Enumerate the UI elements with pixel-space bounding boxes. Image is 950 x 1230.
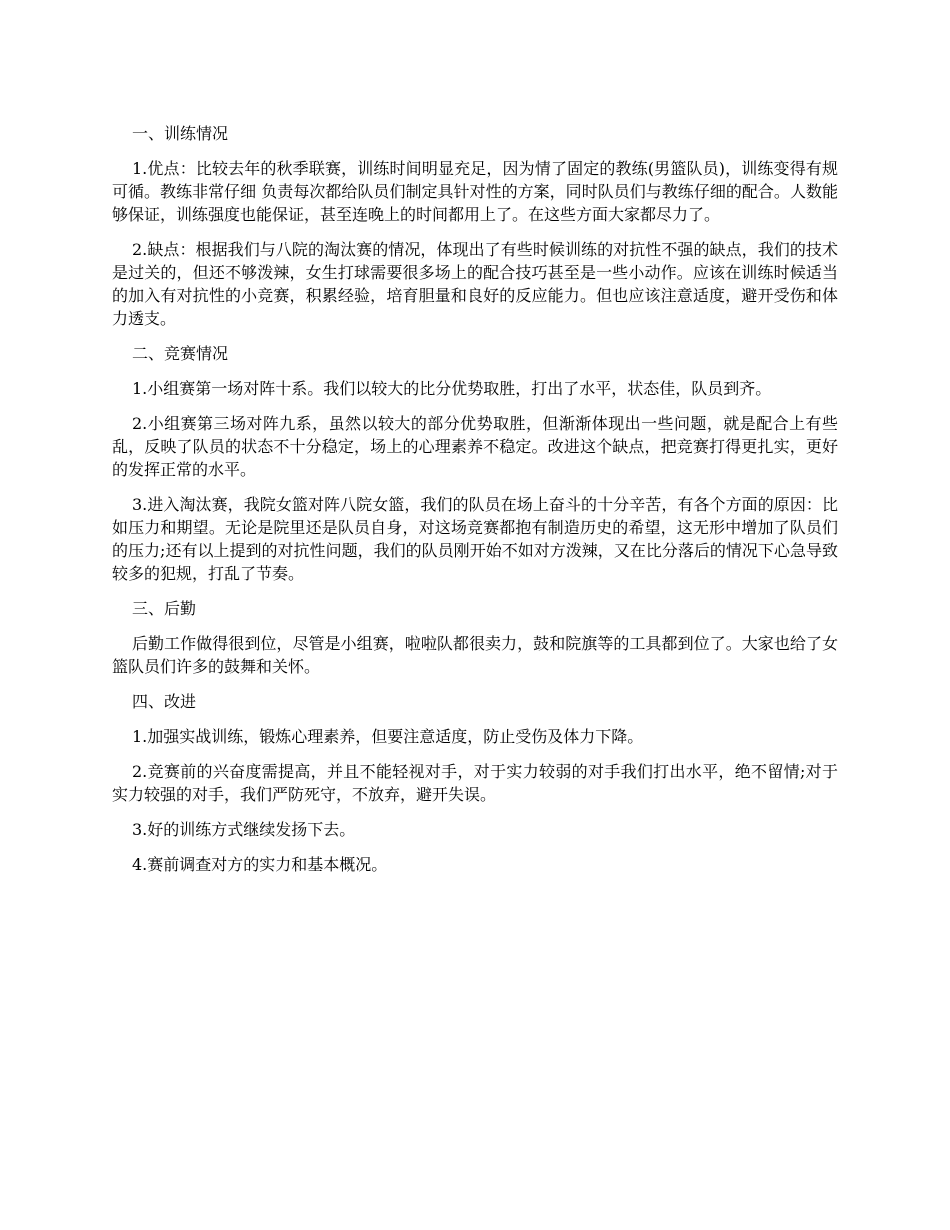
paragraph-knockout: 3.进入淘汰赛，我院女篮对阵八院女篮，我们的队员在场上奋斗的十分辛苦，有各个方面的原因：比如压力和期望。无论是院里还是队员自身，对这场竞赛都抱有制造历史的希望，这无形中增加了队员们的压力;还有以上提到的对抗性问题，我们的队员刚开始不如对方泼辣，又在比分落后的情况下心急导致较多的犯规，打乱了节奏。 [112, 495, 838, 583]
section-heading-competition: 二、竞赛情况 [132, 344, 229, 363]
section-heading-improvements: 四、改进 [132, 692, 197, 711]
document-body [112, 122, 838, 888]
paragraph-strengths: 1.优点：比较去年的秋季联赛，训练时间明显充足，因为情了固定的教练(男篮队员)，训练变得有规可循。教练非常仔细 负责每次都给队员们制定具针对性的方案，同时队员们与教练仔细的配合。人数能够保证，训练强度也能保证，甚至连晚上的时间都用上了。在这些方面大家都尽力了。 [112, 159, 838, 224]
paragraph-group-match-3: 2.小组赛第三场对阵九系，虽然以较大的部分优势取胜，但渐渐体现出一些问题，就是配合上有些乱，反映了队员的状态不十分稳定，场上的心理素养不稳定。改进这个缺点，把竞赛打得更扎实，更好的发挥正常的水平。 [112, 414, 838, 479]
paragraph-improvement-2: 2.竞赛前的兴奋度需提高，并且不能轻视对手，对于实力较弱的对手我们打出水平，绝不留情;对于实力较强的对手，我们严防死守，不放弃，避开失误。 [112, 762, 838, 804]
paragraph-improvement-3: 3.好的训练方式继续发扬下去。 [132, 820, 356, 839]
paragraph-improvement-4: 4.赛前调查对方的实力和基本概况。 [132, 855, 388, 874]
paragraph-logistics: 后勤工作做得很到位，尽管是小组赛，啦啦队都很卖力，鼓和院旗等的工具都到位了。大家也给了女篮队员们许多的鼓舞和关怀。 [112, 634, 838, 676]
paragraph-weaknesses: 2.缺点：根据我们与八院的淘汰赛的情况，体现出了有些时候训练的对抗性不强的缺点，我们的技术是过关的，但还不够泼辣，女生打球需要很多场上的配合技巧甚至是一些小动作。应该在训练时候适当的加入有对抗性的小竞赛，积累经验，培育胆量和良好的反应能力。但也应该注意适度，避开受伤和体力透支。 [112, 240, 838, 328]
paragraph-group-match-1: 1.小组赛第一场对阵十系。我们以较大的比分优势取胜，打出了水平，状态佳，队员到齐。 [132, 379, 772, 398]
section-heading-training: 一、训练情况 [132, 124, 229, 143]
section-heading-logistics: 三、后勤 [132, 599, 197, 618]
paragraph-improvement-1: 1.加强实战训练，锻炼心理素养，但要注意适度，防止受伤及体力下降。 [132, 727, 644, 746]
